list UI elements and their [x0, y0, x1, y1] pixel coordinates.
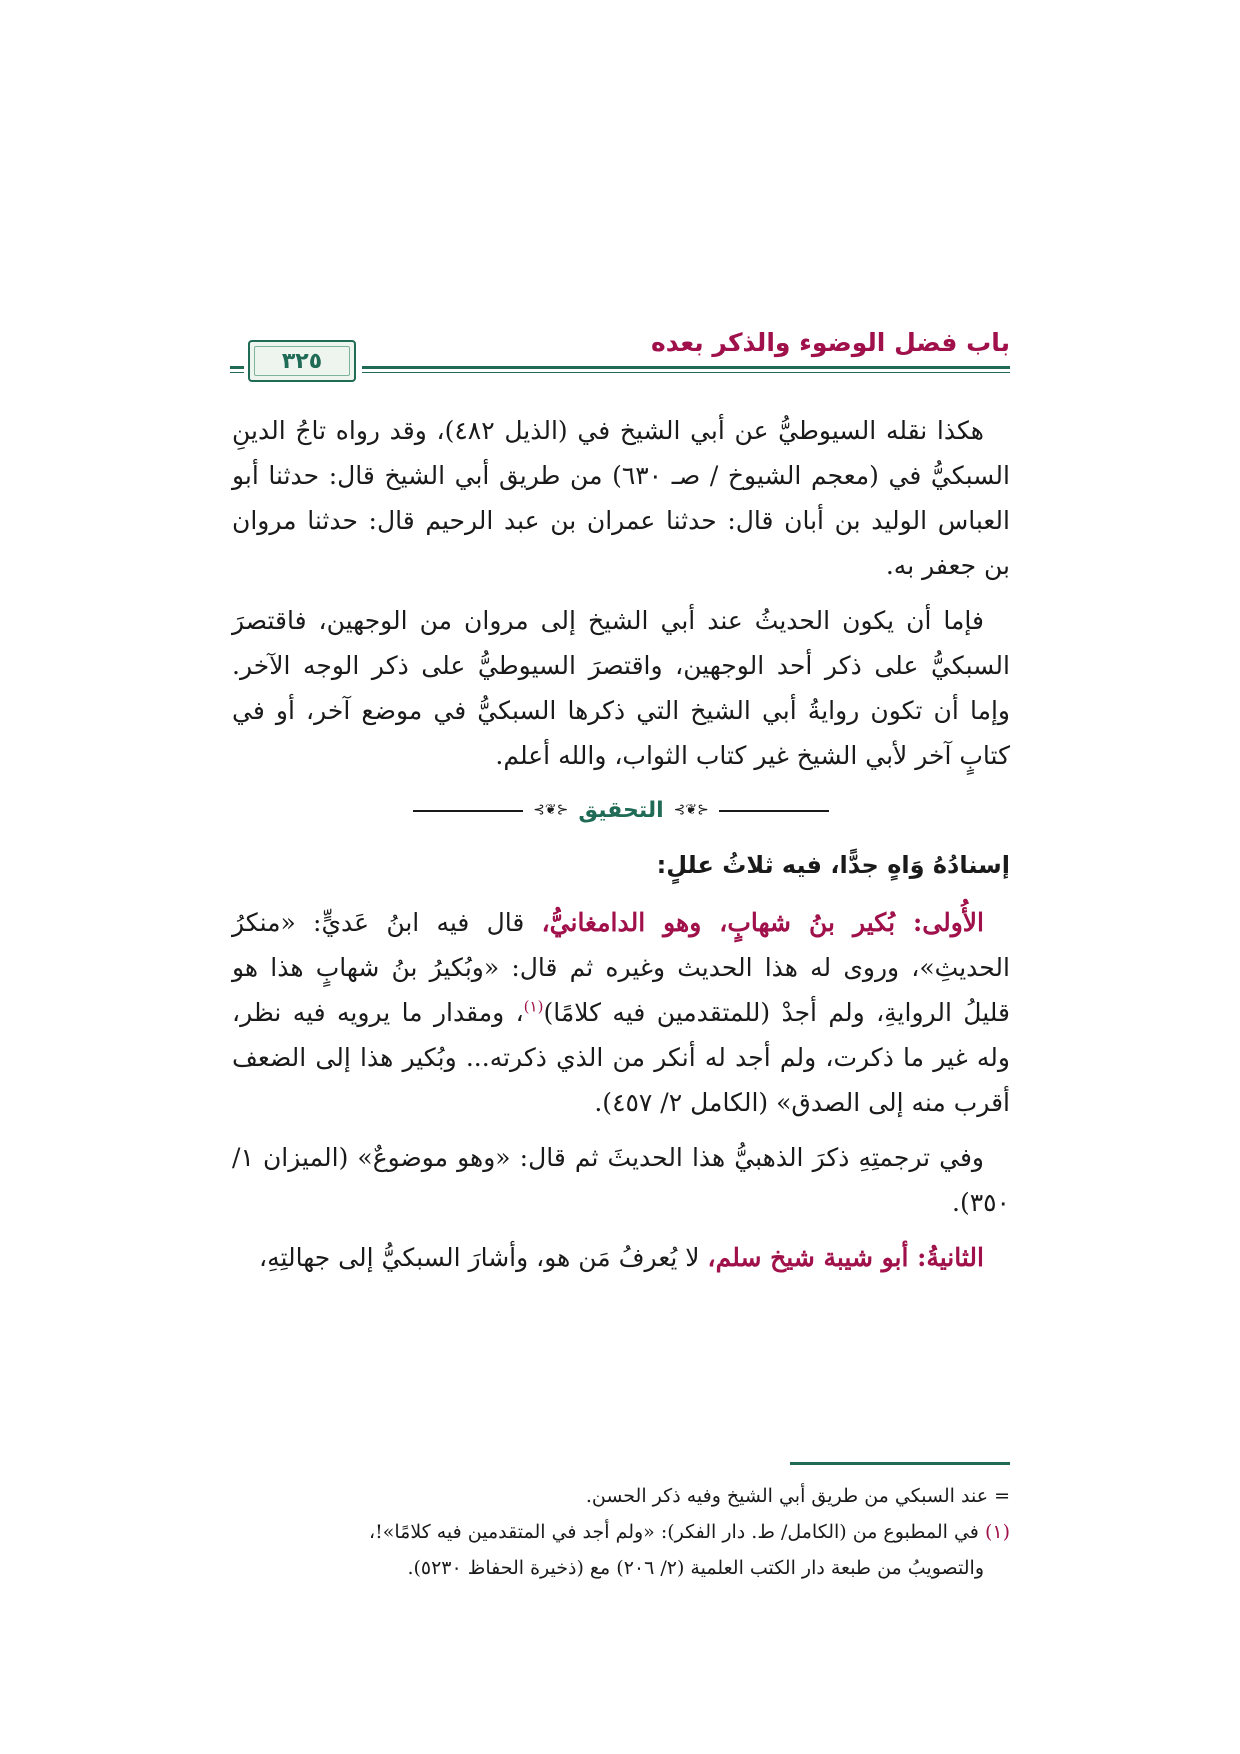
- paragraph-3-text-b: ، ومقدار ما يرويه فيه نظر، وله غير ما ذكرت، ولم أجد له أنكر من الذي ذكرته... وبُكير هذا إلى الضعف أقرب منه إلى الصدق» (الكامل ٢/ ٤٥٧).: [232, 998, 1010, 1117]
- page-header: [230, 328, 1010, 384]
- ornament-icon: ⊰❦⊱: [673, 802, 709, 818]
- defect-2-label: الثانيةُ: أبو شيبة شيخ سلم،: [707, 1243, 984, 1272]
- footnote-1: [232, 1514, 1010, 1550]
- footnote-rule: [790, 1462, 1010, 1465]
- ornament-icon-2: ⊰❦⊱: [533, 802, 569, 818]
- paragraph-1: هكذا نقله السيوطيُّ عن أبي الشيخ في (الذيل ٤٨٢)، وقد رواه تاجُ الدينِ السبكيُّ في (معجم الشيوخ / صـ ٦٣٠) من طريق أبي الشيخ قال: حدثنا أبو العباس الوليد بن أبان قال: حدثنا عمران بن عبد الرحيم قال: حدثنا مروان بن جعفر به.: [232, 416, 1010, 580]
- page-number-badge: [248, 340, 356, 382]
- header-rule-left-thick: [230, 366, 244, 369]
- footnotes: [232, 1478, 1010, 1586]
- header-rule-thin: [362, 372, 1010, 373]
- paragraph-2: فإما أن يكون الحديثُ عند أبي الشيخ إلى مروان من الوجهين، فاقتصرَ السبكيُّ على ذكر أحد الوجهين، واقتصرَ السيوطيُّ على ذكر الوجه الآخر. وإما أن تكون روايةُ أبي الشيخ التي ذكرها السبكيُّ في موضع آخر، أو في كتابٍ آخر لأبي الشيخ غير كتاب الثواب، والله أعلم.: [232, 606, 1010, 770]
- divider-line-left: [413, 810, 523, 812]
- header-rule-thick: [362, 366, 1010, 369]
- chapter-title: باب فضل الوضوء والذكر بعده: [651, 328, 1010, 357]
- section-heading: إسنادُهُ وَاهٍ جدًّا، فيه ثلاثُ عللٍ:: [656, 851, 1010, 879]
- footnote-1-line-2: والتصويبُ من طبعة دار الكتب العلمية (٢/ ٢٠٦) مع (ذخيرة الحفاظ ٥٢٣٠).: [407, 1557, 984, 1579]
- paragraph-5: [232, 1235, 1010, 1280]
- defect-1-label: الأُولى: بُكير بنُ شهابٍ، وهو الدامغانيُّ،: [541, 908, 984, 937]
- section-title: التحقيق: [578, 798, 664, 823]
- paragraph-4: وفي ترجمتِهِ ذكرَ الذهبيُّ هذا الحديثَ ثم قال: «وهو موضوعٌ» (الميزان ١/ ٣٥٠).: [232, 1143, 1010, 1217]
- page-number: ٣٢٥: [281, 348, 323, 374]
- footnote-1-mark: (١): [984, 1521, 1010, 1543]
- footnote-1-line-1: في المطبوع من (الكامل/ ط. دار الفكر): «ولم أجد في المتقدمين فيه كلامًا»!،: [368, 1521, 985, 1543]
- section-divider: [232, 788, 1010, 833]
- paragraph-5-text: لا يُعرفُ مَن هو، وأشارَ السبكيُّ إلى جهالتِهِ،: [259, 1243, 708, 1272]
- footnote-continuation: = عند السبكي من طريق أبي الشيخ وفيه ذكر الحسن.: [585, 1485, 1010, 1507]
- paragraph-3: [232, 900, 1010, 1125]
- header-rule-left-thin: [230, 372, 244, 373]
- main-text: [232, 408, 1010, 1290]
- paragraph-3-text-a: قال فيه ابنُ عَديٍّ: «منكرُ الحديثِ»، وروى له هذا الحديث وغيره ثم قال: «وبُكيرُ بنُ شهابٍ هذا هو قليلُ الروايةِ، ولم أجدْ (للمتقدمين فيه كلامًا): [232, 908, 1010, 1027]
- footnote-ref-1[interactable]: (١): [523, 997, 544, 1016]
- divider-line-right: [719, 810, 829, 812]
